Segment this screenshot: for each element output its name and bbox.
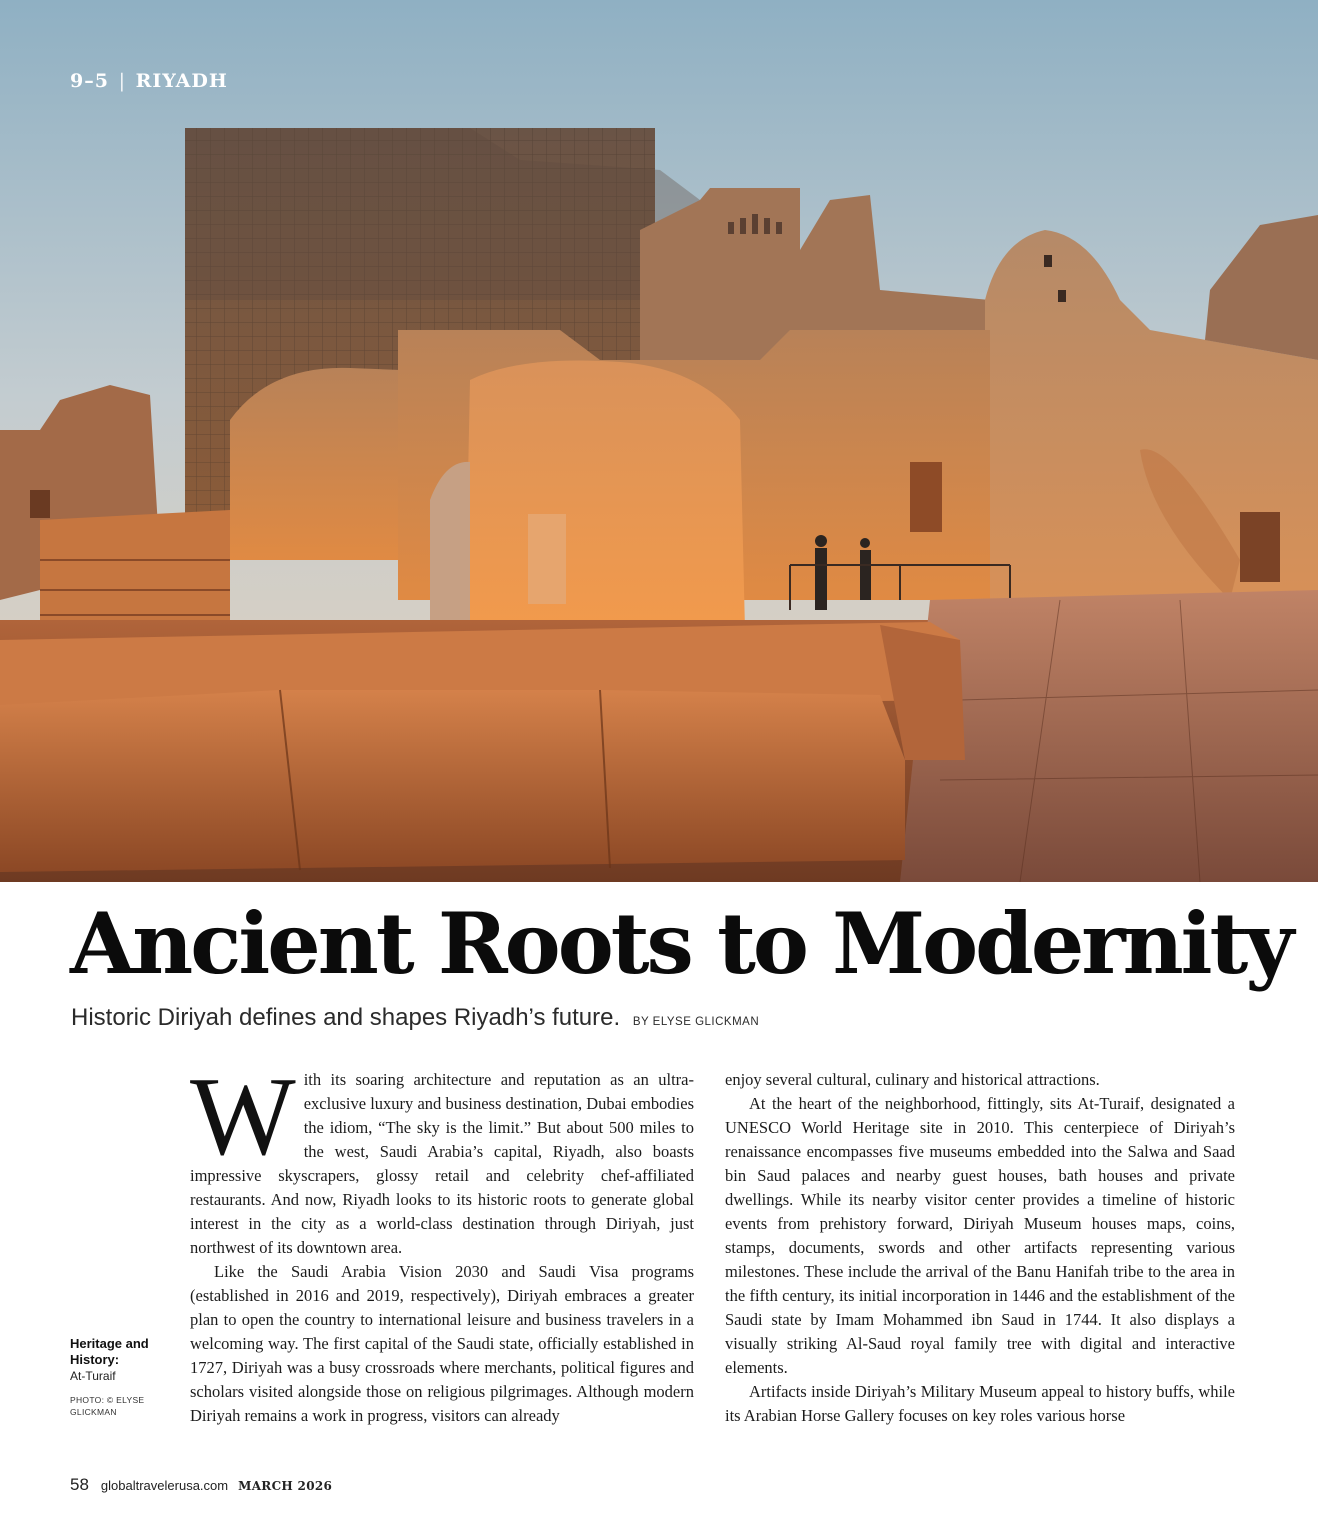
photo-credit: PHOTO: © ELYSE GLICKMAN [70,1395,145,1417]
page-footer [70,1475,332,1495]
section-name: RIYADH [135,70,228,92]
paragraph: Like the Saudi Arabia Vision 2030 and Saudi Visa programs (established in 2016 and 2019, respectively), Diriyah embraces a greater plan to open the country to international leisure and business travelers in a welcoming way. The first capital of the Saudi state, officially established in 1727, Diriyah was a busy crossroads where merchants, political figures and scholars visited alongside those on religious pilgrimages. Although modern Diriyah remains a work in progress, visitors can already [190,1262,694,1425]
article-column-right [725,1068,1235,1428]
caption-title: Heritage and History: [70,1336,149,1367]
paragraph: Artifacts inside Diriyah’s Military Museum appeal to history buffs, while its Arabian Horse Gallery focuses on key roles various horse [725,1382,1235,1425]
caption-subtitle: At-Turaif [70,1369,116,1383]
section-tag [70,70,228,92]
article-column-left [190,1055,694,1428]
page-number: 58 [70,1475,89,1494]
issue-date: MARCH 2026 [238,1479,333,1493]
paragraph [190,1055,694,1260]
site-url: globaltravelerusa.com [100,1478,229,1493]
dek-line [71,1004,759,1032]
section-number: 9–5 [70,70,109,92]
paragraph: At the heart of the neighborhood, fittingly, sits At-Turaif, designated a UNESCO World Heritage site in 2010. This centerpiece of Diriyah’s renaissance encompasses five museums embedded into the Salwa and Saad bin Saud palaces and nearby guest houses, bath houses and private dwellings. While its nearby visitor center provides a timeline of historic events from prehistory forward, Diriyah Museum houses maps, coins, stamps, documents, swords and other artifacts representing various milestones. These include the arrival of the Banu Hanifah tribe to the area in the fifth century, its initial incorporation in 1446 and the establishment of the Saudi state by Imam Mohammed ibn Saud in 1744. It also displays a visually striking Al-Saud royal family tree with digital and interactive elements. [725,1094,1235,1377]
paragraph: enjoy several cultural, culinary and historical attractions. [725,1070,1100,1089]
headline: Ancient Roots to Modernity [70,894,1292,993]
drop-cap: W [190,1055,296,1179]
section-separator: | [118,70,126,92]
byline: BY ELYSE GLICKMAN [632,1016,760,1028]
photo-caption [70,1336,180,1418]
paragraph-text: ith its soaring architecture and reputation as an ultra-exclusive luxury and business destination, Dubai embodies the idiom, “The sky is the limit.” But about 500 miles to the west, Saudi Arabia’s capital, Riyadh, also boasts impressive skyscrapers, glossy retail and celebrity chef-affiliated restaurants. And now, Riyadh looks to its historic roots to generate global interest in the city as a world-class destination through Diriyah, just northwest of its downtown area. [190,1070,694,1257]
dek: Historic Diriyah defines and shapes Riyadh’s future. [71,1004,621,1031]
